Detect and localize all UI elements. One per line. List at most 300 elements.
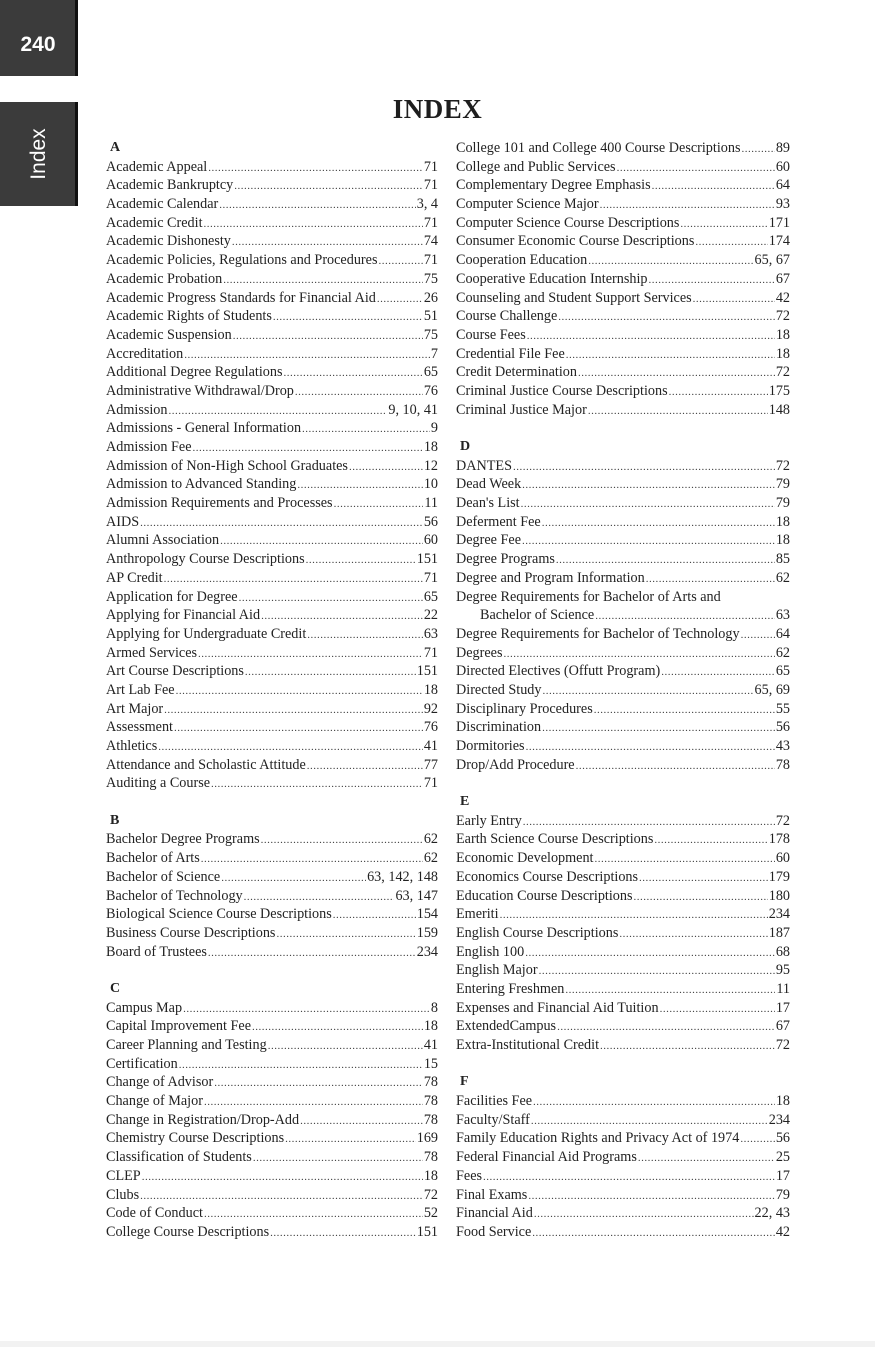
index-entry-pages: 41 xyxy=(423,1037,438,1053)
index-entry xyxy=(106,644,438,663)
dot-leader xyxy=(619,925,767,944)
index-entry xyxy=(456,1129,790,1148)
index-entry xyxy=(456,905,790,924)
index-entry-term: Academic Rights of Students xyxy=(106,308,272,325)
index-entry-term: Fees xyxy=(456,1167,483,1184)
index-entry-pages: 72 xyxy=(775,308,790,325)
dot-leader xyxy=(176,682,423,701)
index-entry xyxy=(456,550,790,569)
index-entry-pages: 75 xyxy=(423,270,438,287)
index-entry-pages: 79 xyxy=(775,476,790,493)
index-entry-pages: 18 xyxy=(775,513,790,530)
index-entry xyxy=(106,756,438,775)
index-entry-term: Economics Course Descriptions xyxy=(456,868,639,885)
index-entry-pages: 56 xyxy=(423,513,438,530)
dot-leader xyxy=(270,1224,416,1243)
index-entry-pages: 18 xyxy=(423,681,438,698)
index-entry xyxy=(456,737,790,756)
index-entry-pages: 71 xyxy=(423,775,438,792)
index-entry-pages: 65, 69 xyxy=(754,681,790,698)
index-entry-pages: 74 xyxy=(423,233,438,250)
dot-leader xyxy=(594,701,775,720)
index-group xyxy=(456,419,790,774)
index-entry-pages: 42 xyxy=(775,289,790,306)
index-group xyxy=(106,961,438,1241)
dot-leader xyxy=(661,663,775,682)
index-entry-pages: 18 xyxy=(423,1167,438,1184)
dot-leader xyxy=(669,383,768,402)
index-entry xyxy=(456,1204,790,1223)
index-entry-pages: 65, 67 xyxy=(754,252,790,269)
index-entry xyxy=(456,1111,790,1130)
dot-leader xyxy=(234,177,423,196)
index-entry-term: Assessment xyxy=(106,719,173,736)
dot-leader xyxy=(221,869,366,888)
dot-leader xyxy=(284,364,423,383)
index-entry-term: Emeriti xyxy=(456,906,499,923)
index-entry-pages: 26 xyxy=(423,289,438,306)
index-entry-pages: 85 xyxy=(775,551,790,568)
index-entry-term: Code of Conduct xyxy=(106,1205,203,1222)
index-entry xyxy=(106,887,438,906)
index-entry xyxy=(456,606,790,625)
index-entry xyxy=(106,1092,438,1111)
index-entry-term: Entering Freshmen xyxy=(456,980,565,997)
index-entry-term: Academic Calendar xyxy=(106,196,219,213)
index-entry xyxy=(456,812,790,831)
index-entry xyxy=(456,289,790,308)
index-entry-pages: 78 xyxy=(423,1074,438,1091)
index-entry-pages: 18 xyxy=(775,532,790,549)
index-entry xyxy=(106,401,438,420)
dot-leader xyxy=(276,925,415,944)
index-entry xyxy=(106,606,438,625)
index-entry-pages: 72 xyxy=(775,1037,790,1053)
index-entry-pages: 77 xyxy=(423,756,438,773)
index-entry-pages: 18 xyxy=(775,1093,790,1110)
dot-leader xyxy=(220,532,423,551)
index-entry xyxy=(456,662,790,681)
dot-leader xyxy=(244,888,395,907)
index-entry-pages: 56 xyxy=(775,1130,790,1147)
index-entry-pages: 159 xyxy=(416,924,438,941)
dot-leader xyxy=(648,271,774,290)
dot-leader xyxy=(588,252,753,271)
dot-leader xyxy=(198,645,423,664)
index-entry-term: Bachelor Degree Programs xyxy=(106,831,260,848)
index-entry xyxy=(456,251,790,270)
index-entry-term: Course Fees xyxy=(456,326,526,343)
index-group xyxy=(456,774,790,1054)
dot-leader xyxy=(528,1187,774,1206)
index-entry-term: English Major xyxy=(456,962,538,979)
index-entry-pages: 15 xyxy=(423,1055,438,1072)
dot-leader xyxy=(542,719,775,738)
index-entry xyxy=(106,905,438,924)
index-entry-pages: 65 xyxy=(423,364,438,381)
index-letter-heading: B xyxy=(110,812,120,828)
group-spacer xyxy=(106,961,438,980)
index-entry xyxy=(456,195,790,214)
section-tab-label: Index xyxy=(27,128,50,180)
index-entry xyxy=(456,644,790,663)
dot-leader xyxy=(306,551,416,570)
index-entry xyxy=(456,457,790,476)
index-entry-pages: 9, 10, 41 xyxy=(388,401,438,418)
index-entry xyxy=(106,289,438,308)
index-entry-pages: 7 xyxy=(430,345,438,362)
index-entry-pages: 65 xyxy=(423,588,438,605)
dot-leader xyxy=(307,757,423,776)
index-entry xyxy=(106,1111,438,1130)
dot-leader xyxy=(646,570,775,589)
index-entry-pages: 234 xyxy=(768,906,790,923)
dot-leader xyxy=(349,458,423,477)
index-entry xyxy=(106,457,438,476)
index-entry xyxy=(456,401,790,420)
index-entry-term: Bachelor of Science xyxy=(106,868,221,885)
index-group xyxy=(456,1055,790,1242)
index-entry xyxy=(456,1036,790,1055)
index-entry-term: Degree Programs xyxy=(456,551,555,568)
dot-leader xyxy=(639,869,768,888)
group-spacer xyxy=(456,1055,790,1074)
index-entry xyxy=(106,326,438,345)
dot-leader xyxy=(557,1018,775,1037)
index-entry xyxy=(456,588,790,607)
index-letter-heading: C xyxy=(110,980,121,996)
index-entry-pages: 89 xyxy=(775,140,790,156)
index-entry-pages: 60 xyxy=(775,158,790,175)
index-entry-term: Federal Financial Aid Programs xyxy=(456,1149,637,1166)
index-entry-pages: 3, 4 xyxy=(416,196,438,213)
index-entry-pages: 180 xyxy=(768,887,790,904)
dot-leader xyxy=(214,1074,423,1093)
dot-leader xyxy=(565,981,775,1000)
dot-leader xyxy=(543,682,754,701)
index-entry-term: Degrees xyxy=(456,644,503,661)
index-entry-term: Classification of Students xyxy=(106,1149,252,1166)
dot-leader xyxy=(522,476,775,495)
index-entry xyxy=(106,737,438,756)
dot-leader xyxy=(521,495,775,514)
index-entry-term: Criminal Justice Major xyxy=(456,401,587,418)
index-entry-term: Admissions - General Information xyxy=(106,420,302,437)
dot-leader xyxy=(140,514,423,533)
index-entry xyxy=(106,849,438,868)
index-entry xyxy=(456,382,790,401)
dot-leader xyxy=(183,1000,430,1019)
index-entry-term: Academic Policies, Regulations and Procedures xyxy=(106,252,378,269)
index-entry-term: Directed Electives (Offutt Program) xyxy=(456,663,661,680)
index-entry xyxy=(106,158,438,177)
dot-leader xyxy=(208,159,423,178)
index-entry xyxy=(106,513,438,532)
index-entry-term: Administrative Withdrawal/Drop xyxy=(106,382,294,399)
index-entry xyxy=(456,849,790,868)
dot-leader xyxy=(600,1037,775,1056)
index-entry xyxy=(106,1148,438,1167)
index-entry-term: Faculty/Staff xyxy=(456,1111,530,1128)
dot-leader xyxy=(740,1130,774,1149)
index-entry-term: English Course Descriptions xyxy=(456,924,619,941)
index-entry xyxy=(106,195,438,214)
index-entry-term: Capital Improvement Fee xyxy=(106,1018,251,1035)
index-entry-term: Discrimination xyxy=(456,719,542,736)
index-entry-pages: 72 xyxy=(775,812,790,829)
dot-leader xyxy=(204,1205,423,1224)
index-entry-pages: 22 xyxy=(423,607,438,624)
dot-leader xyxy=(223,271,423,290)
dot-leader xyxy=(140,1187,423,1206)
index-entry-term: Additional Degree Regulations xyxy=(106,364,283,381)
index-entry-term: Anthropology Course Descriptions xyxy=(106,551,305,568)
index-entry xyxy=(106,569,438,588)
index-entry-term: Criminal Justice Course Descriptions xyxy=(456,382,668,399)
index-entry-pages: 175 xyxy=(768,382,790,399)
index-entry-term: Academic Credit xyxy=(106,214,203,231)
index-entry-term: Academic Probation xyxy=(106,270,223,287)
index-entry-term: Dead Week xyxy=(456,476,522,493)
index-entry-pages: 64 xyxy=(775,177,790,194)
index-entry-term: College 101 and College 400 Course Descriptions xyxy=(456,140,741,156)
index-entry-pages: 52 xyxy=(423,1205,438,1222)
dot-leader xyxy=(558,308,775,327)
dot-leader xyxy=(680,215,767,234)
index-entry-pages: 63 xyxy=(775,607,790,624)
dot-leader xyxy=(333,906,416,925)
dot-leader xyxy=(233,327,423,346)
dot-leader xyxy=(542,514,775,533)
index-entry-term: Clubs xyxy=(106,1186,140,1203)
index-entry xyxy=(106,550,438,569)
index-entry xyxy=(106,345,438,364)
dot-leader xyxy=(285,1130,416,1149)
index-entry-pages: 60 xyxy=(775,850,790,867)
group-spacer xyxy=(456,419,790,438)
index-entry xyxy=(456,999,790,1018)
index-entry-term: Credential File Fee xyxy=(456,345,565,362)
dot-leader xyxy=(522,532,775,551)
index-entry-pages: 62 xyxy=(775,569,790,586)
index-entry-term: Academic Appeal xyxy=(106,158,208,175)
index-entry-pages: 171 xyxy=(768,214,790,231)
index-entry xyxy=(456,700,790,719)
index-entry-pages: 93 xyxy=(775,196,790,213)
index-entry-term: Bachelor of Science xyxy=(480,607,595,624)
index-entry-pages: 41 xyxy=(423,738,438,754)
index-entry-term: Financial Aid xyxy=(456,1205,533,1222)
index-entry-pages: 76 xyxy=(423,382,438,399)
index-entry xyxy=(106,718,438,737)
index-entry-term: Admission Requirements and Processes xyxy=(106,495,333,512)
dot-leader xyxy=(295,383,423,402)
index-entry-pages: 17 xyxy=(775,999,790,1016)
index-entry xyxy=(106,214,438,233)
index-entry-term: Dormitories xyxy=(456,738,525,754)
index-entry-pages: 18 xyxy=(423,1018,438,1035)
index-entry xyxy=(106,924,438,943)
dot-leader xyxy=(253,1149,423,1168)
index-entry-pages: 25 xyxy=(775,1149,790,1166)
index-entry-pages: 22, 43 xyxy=(754,1205,790,1222)
index-entry-term: Application for Degree xyxy=(106,588,238,605)
index-entry-pages: 79 xyxy=(775,495,790,512)
index-entry-pages: 72 xyxy=(423,1186,438,1203)
dot-leader xyxy=(534,1205,754,1224)
index-entry-term: Degree Requirements for Bachelor of Technology xyxy=(456,625,740,642)
index-entry-term: Disciplinary Procedures xyxy=(456,700,593,717)
dot-leader xyxy=(595,850,775,869)
index-entry xyxy=(456,625,790,644)
dot-leader xyxy=(297,476,422,495)
index-letter-heading: A xyxy=(110,140,121,155)
index-entry-pages: 11 xyxy=(776,980,790,997)
index-entry-term: Expenses and Financial Aid Tuition xyxy=(456,999,659,1016)
dot-leader xyxy=(556,551,775,570)
index-entry-pages: 43 xyxy=(775,738,790,754)
index-entry xyxy=(106,868,438,887)
dot-leader xyxy=(617,159,775,178)
index-entry xyxy=(456,513,790,532)
index-entry-pages: 79 xyxy=(775,1186,790,1203)
index-entry-term: Food Service xyxy=(456,1223,532,1240)
dot-leader xyxy=(184,346,430,365)
dot-leader xyxy=(588,402,768,421)
index-entry-pages: 60 xyxy=(423,532,438,549)
index-entry-term: Complementary Degree Emphasis xyxy=(456,177,651,194)
dot-leader xyxy=(232,233,423,252)
index-entry-pages: 72 xyxy=(775,364,790,381)
index-letter-heading: D xyxy=(460,439,471,454)
index-entry-pages: 18 xyxy=(423,439,438,455)
index-entry-term: Course Challenge xyxy=(456,308,558,325)
index-entry-term: Early Entry xyxy=(456,812,522,829)
index-entry xyxy=(456,718,790,737)
dot-leader xyxy=(193,439,423,458)
index-entry-term: Computer Science Major xyxy=(456,196,599,213)
dot-leader xyxy=(525,944,775,963)
index-entry xyxy=(106,270,438,289)
page-footer-strip xyxy=(0,1341,875,1347)
index-entry-pages: 56 xyxy=(775,719,790,736)
dot-leader xyxy=(307,626,423,645)
index-entry xyxy=(456,756,790,775)
dot-leader xyxy=(245,663,416,682)
index-entry-pages: 75 xyxy=(423,326,438,343)
index-entry-term: English 100 xyxy=(456,943,525,960)
dot-leader xyxy=(164,701,423,720)
index-entry-term: Computer Science Course Descriptions xyxy=(456,214,680,231)
index-entry-pages: 76 xyxy=(423,719,438,736)
index-entry xyxy=(456,1092,790,1111)
index-entry-term: DANTES xyxy=(456,457,512,474)
index-entry xyxy=(456,1223,790,1242)
dot-leader xyxy=(261,607,423,626)
index-entry-term: Admission xyxy=(106,401,168,418)
dot-leader xyxy=(654,831,767,850)
index-entry-pages: 11 xyxy=(424,495,438,512)
index-entry-pages: 62 xyxy=(423,831,438,848)
index-entry-pages: 72 xyxy=(775,457,790,474)
index-entry xyxy=(106,1017,438,1036)
index-entry xyxy=(456,868,790,887)
index-entry-term: Education Course Descriptions xyxy=(456,887,633,904)
dot-leader xyxy=(595,607,775,626)
index-entry-term: Academic Suspension xyxy=(106,326,232,343)
index-entry-pages: 174 xyxy=(768,233,790,250)
index-entry-pages: 63 xyxy=(423,625,438,642)
dot-leader xyxy=(652,177,775,196)
index-entry-term: College Course Descriptions xyxy=(106,1223,270,1240)
index-entry xyxy=(106,830,438,849)
dot-leader xyxy=(693,290,775,309)
page-title: INDEX xyxy=(392,94,483,124)
index-entry-term: Certification xyxy=(106,1055,178,1072)
index-entry-term: Dean's List xyxy=(456,495,520,512)
index-entry xyxy=(106,438,438,457)
page-number: 240 xyxy=(20,33,56,56)
index-entry xyxy=(456,345,790,364)
index-entry-term: Art Course Descriptions xyxy=(106,663,244,680)
dot-leader xyxy=(742,140,775,159)
index-entry-term: Drop/Add Procedure xyxy=(456,756,575,773)
index-entry-term: Final Exams xyxy=(456,1186,528,1203)
index-entry xyxy=(106,1073,438,1092)
index-entry-pages: 17 xyxy=(775,1167,790,1184)
index-entry-pages: 234 xyxy=(416,943,438,960)
index-entry xyxy=(106,494,438,513)
index-entry-pages: 18 xyxy=(775,326,790,343)
dot-leader xyxy=(261,831,423,850)
dot-leader xyxy=(503,645,774,664)
dot-leader xyxy=(513,458,775,477)
index-entry-pages: 151 xyxy=(416,551,438,568)
index-entry-pages: 9 xyxy=(430,420,438,437)
index-entry-term: Cooperation Education xyxy=(456,252,588,269)
index-entry xyxy=(456,1017,790,1036)
index-entry-term: Change in Registration/Drop-Add xyxy=(106,1111,300,1128)
index-entry xyxy=(456,326,790,345)
index-entry-pages: 169 xyxy=(416,1130,438,1147)
index-entry-term: Facilities Fee xyxy=(456,1093,533,1110)
index-entry-term: Career Planning and Testing xyxy=(106,1037,267,1053)
index-entry xyxy=(106,1223,438,1242)
index-entry-term: Academic Dishonesty xyxy=(106,233,231,250)
index-entry xyxy=(106,1036,438,1055)
index-entry xyxy=(106,1167,438,1186)
dot-leader xyxy=(158,738,423,757)
index-entry xyxy=(456,830,790,849)
index-entry xyxy=(106,700,438,719)
index-entry xyxy=(456,1167,790,1186)
index-entry xyxy=(456,924,790,943)
index-entry-term: Consumer Economic Course Descriptions xyxy=(456,233,695,250)
index-entry-pages: 234 xyxy=(768,1111,790,1128)
dot-leader xyxy=(378,252,422,271)
index-entry xyxy=(106,625,438,644)
index-entry xyxy=(106,176,438,195)
dot-leader xyxy=(273,308,423,327)
index-entry xyxy=(106,475,438,494)
index-entry xyxy=(106,774,438,793)
index-entry-pages: 78 xyxy=(423,1149,438,1166)
index-entry-term: Earth Science Course Descriptions xyxy=(456,831,654,848)
index-entry-pages: 78 xyxy=(775,756,790,773)
index-entry xyxy=(456,158,790,177)
index-entry-pages: 18 xyxy=(775,345,790,362)
index-entry-term: CLEP xyxy=(106,1167,141,1184)
